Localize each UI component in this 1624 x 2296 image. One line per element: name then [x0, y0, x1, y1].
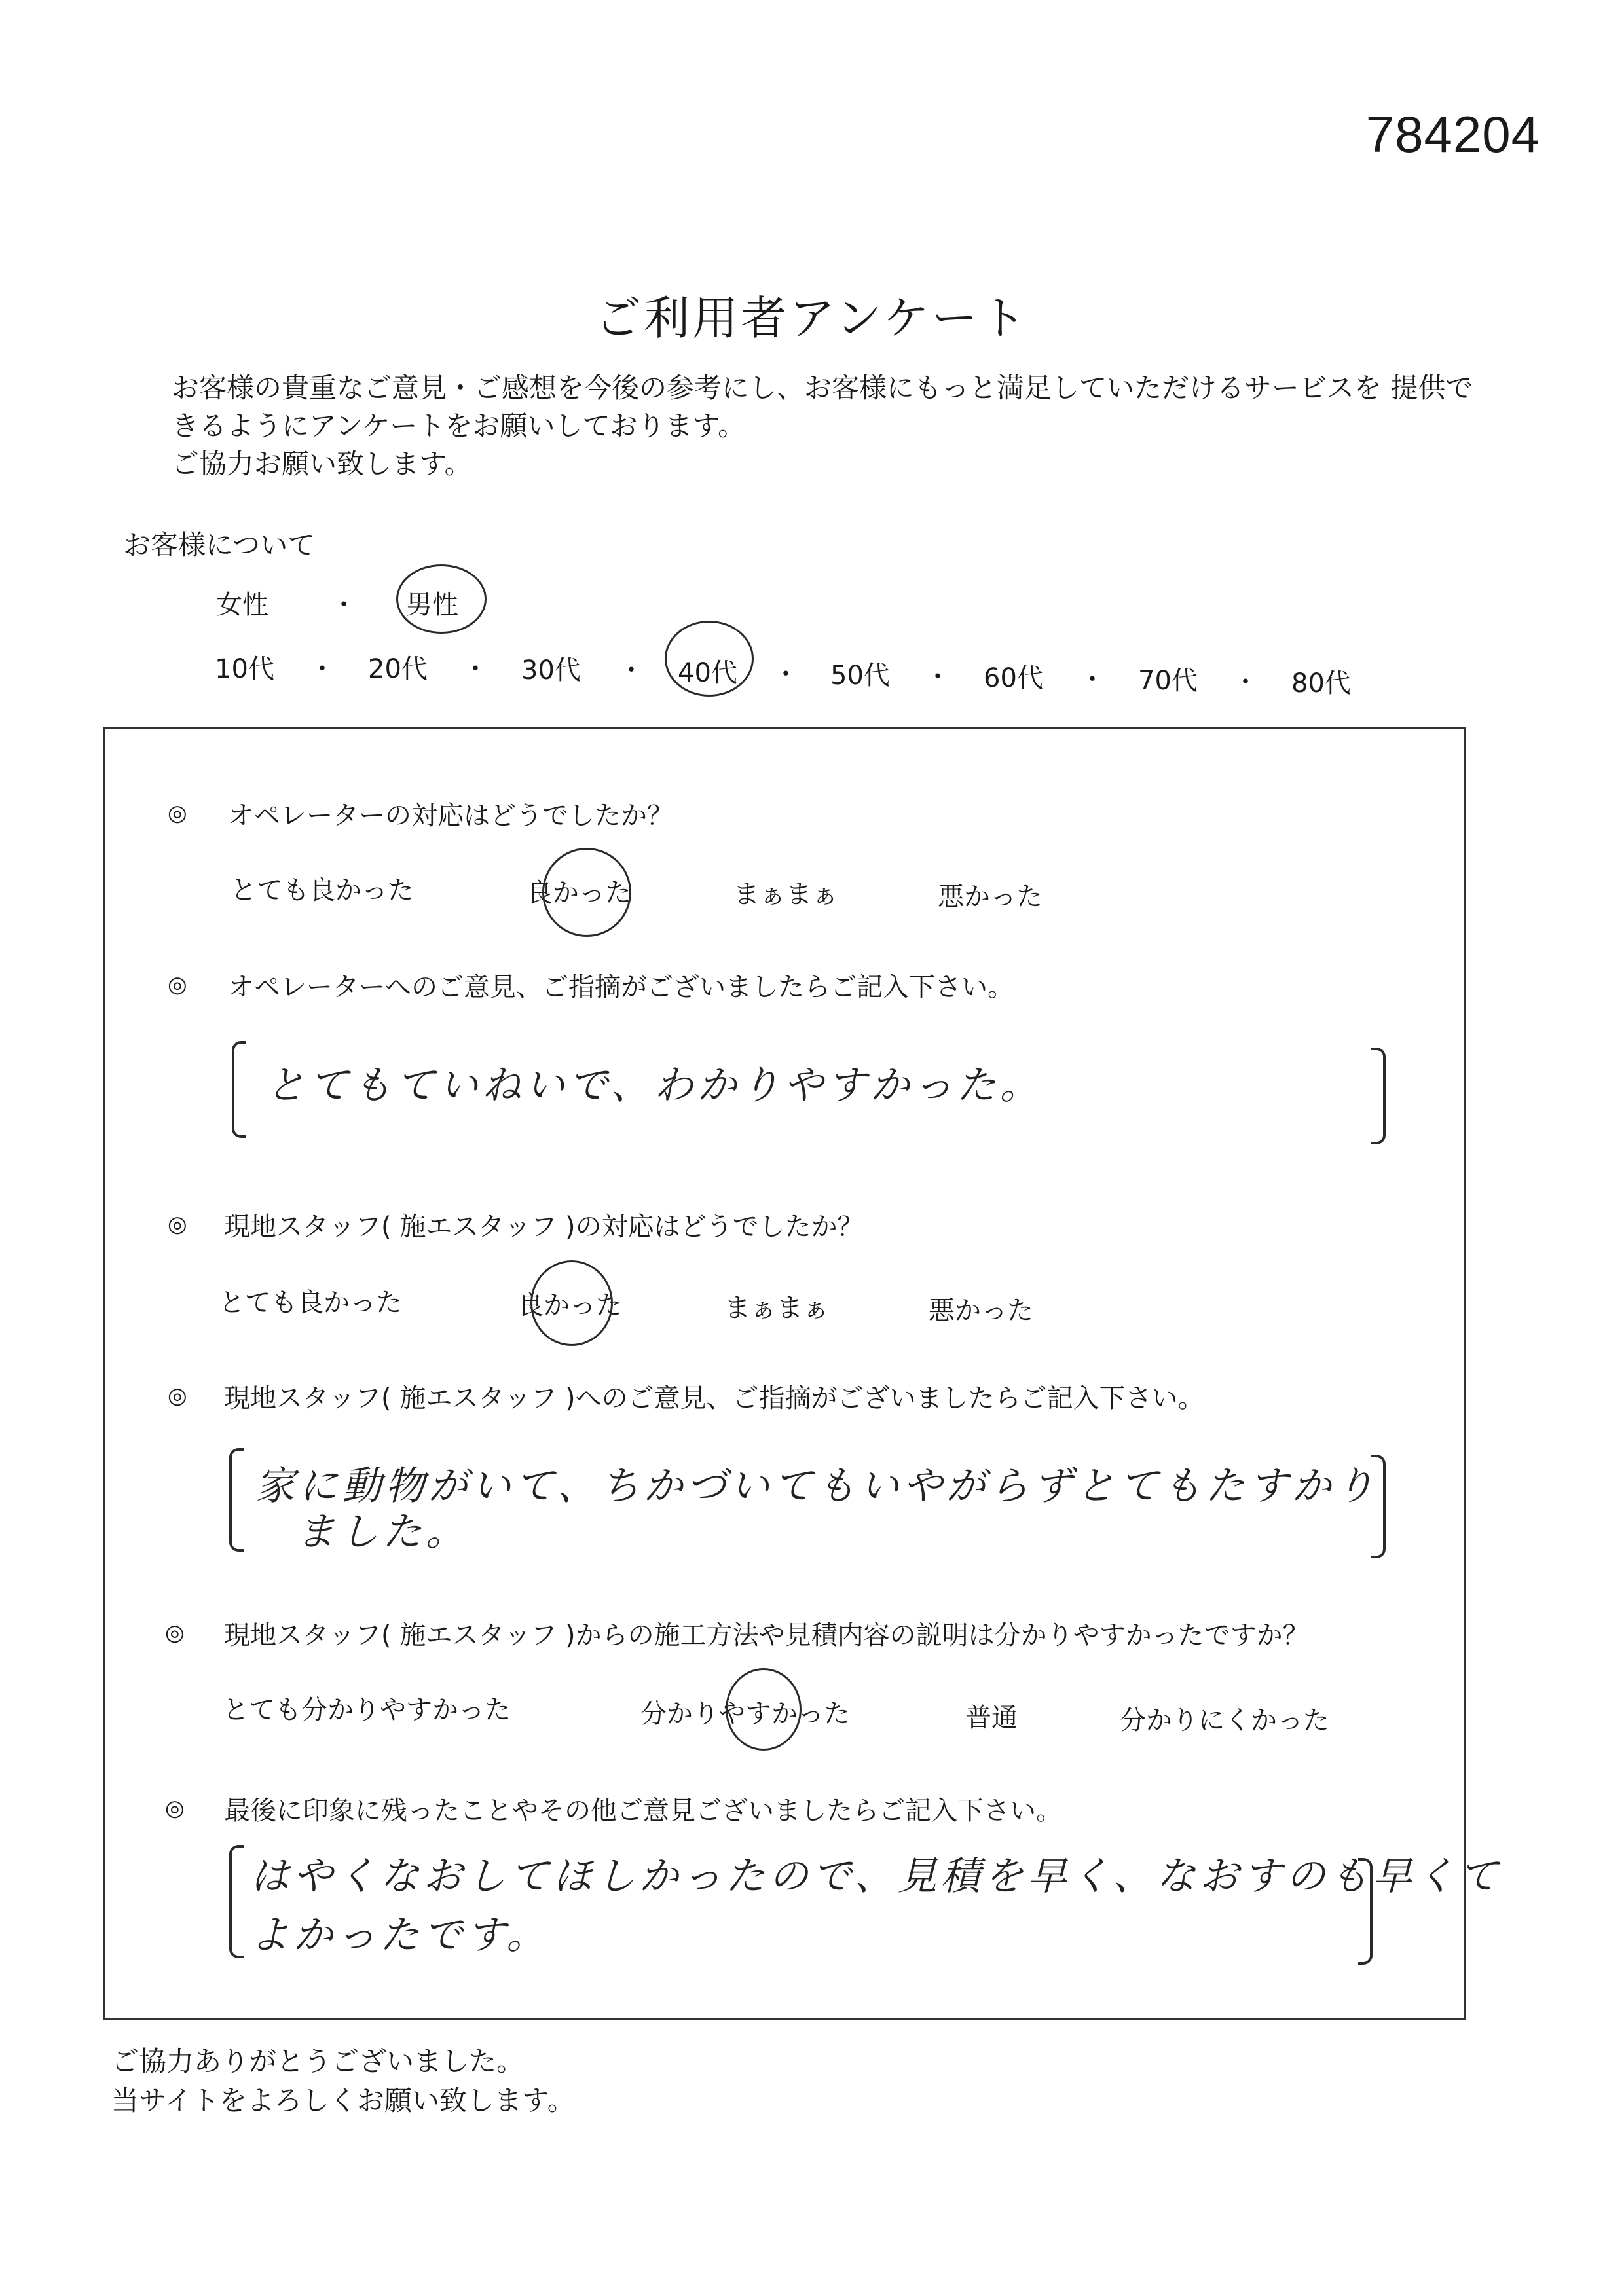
question-2: オペレーターへのご意見、ご指摘がございましたらご記入下さい。	[228, 972, 1014, 1002]
separator: ・	[331, 590, 357, 620]
separator: ・	[618, 655, 644, 685]
selection-circle	[396, 564, 487, 634]
answer-bracket-right	[1371, 1048, 1386, 1144]
gender-option-female[interactable]: 女性	[216, 590, 268, 620]
q1-option-good[interactable]: 良かった	[526, 878, 631, 908]
q1-option-so-so[interactable]: まぁまぁ	[733, 879, 838, 909]
selection-circle	[665, 621, 754, 697]
q5-option-unclear[interactable]: 分かりにくかった	[1120, 1705, 1329, 1736]
question-4: 現地スタッフ( 施エスタッフ )へのご意見、ご指摘がございましたらご記入下さい。	[224, 1383, 1204, 1413]
page-title: ご利用者アンケート	[595, 291, 1029, 345]
q3-option-very-good[interactable]: とても良かった	[219, 1288, 402, 1318]
separator: ・	[773, 659, 799, 689]
age-option-60s[interactable]: 60代	[984, 663, 1043, 693]
separator: ・	[309, 654, 335, 684]
answer-bracket-left	[229, 1845, 244, 1958]
intro-line-3: ご協力お願い致します。	[172, 448, 472, 480]
separator: ・	[1232, 667, 1259, 697]
age-option-40s[interactable]: 40代	[678, 658, 737, 688]
answer-4-line-2[interactable]: ました。	[296, 1509, 469, 1555]
age-option-30s[interactable]: 30代	[521, 655, 581, 685]
answer-2-line-1[interactable]: とてもていねいで、わかりやすかった。	[266, 1063, 1043, 1108]
about-heading: お客様について	[123, 529, 316, 561]
footer-thanks: ご協力ありがとうございました。	[111, 2045, 525, 2077]
age-option-70s[interactable]: 70代	[1138, 666, 1198, 696]
selection-circle	[726, 1668, 802, 1751]
document-number: 784204	[1365, 105, 1540, 163]
gender-option-male[interactable]: 男性	[406, 590, 458, 620]
separator: ・	[925, 662, 951, 692]
bullet-icon: ◎	[168, 800, 187, 826]
footer-request: 当サイトをよろしくお願い致します。	[111, 2085, 575, 2117]
answer-6-line-2[interactable]: よかったです。	[250, 1912, 550, 1958]
q5-option-very-clear[interactable]: とても分かりやすかった	[223, 1695, 511, 1725]
intro-line-1: お客様の貴重なご意見・ご感想を今後の参考にし、お客様にもっと満足していただけるサービスを 提供で	[172, 372, 1473, 404]
bullet-icon: ◎	[165, 1620, 185, 1646]
age-option-20s[interactable]: 20代	[368, 654, 428, 684]
age-option-80s[interactable]: 80代	[1291, 668, 1351, 699]
question-3: 現地スタッフ( 施エスタッフ )の対応はどうでしたか？	[224, 1212, 864, 1242]
question-1: オペレーターの対応はどうでしたか？	[228, 801, 673, 831]
answer-4-line-1[interactable]: 家に動物がいて、ちかづいてもいやがらずとてもたすかり	[255, 1463, 1378, 1509]
question-5: 現地スタッフ( 施エスタッフ )からの施工方法や見積内容の説明は分かりやすかったですか？	[224, 1620, 1309, 1650]
bullet-icon: ◎	[168, 1383, 187, 1409]
q1-option-very-good[interactable]: とても良かった	[231, 875, 414, 905]
separator: ・	[462, 654, 489, 684]
question-6: 最後に印象に残ったことやその他ご意見ございましたらご記入下さい。	[224, 1796, 1062, 1826]
q3-option-so-so[interactable]: まぁまぁ	[724, 1293, 829, 1323]
answer-bracket-left	[229, 1448, 244, 1552]
q3-option-bad[interactable]: 悪かった	[929, 1296, 1033, 1326]
answer-bracket-left	[232, 1041, 246, 1138]
bullet-icon: ◎	[168, 972, 187, 998]
q3-option-good[interactable]: 良かった	[517, 1290, 622, 1321]
q1-option-bad[interactable]: 悪かった	[938, 882, 1043, 912]
selection-circle	[530, 1260, 613, 1346]
answer-6-line-1[interactable]: はやくなおしてほしかったので、見積を早く、なおすのも早くて	[250, 1853, 1502, 1899]
age-option-10s[interactable]: 10代	[215, 654, 274, 684]
age-option-50s[interactable]: 50代	[830, 661, 890, 691]
selection-circle	[542, 848, 631, 937]
q5-option-clear[interactable]: 分かりやすかった	[640, 1699, 850, 1729]
separator: ・	[1079, 665, 1105, 695]
bullet-icon: ◎	[168, 1211, 187, 1237]
intro-line-2: きるようにアンケートをお願いしております。	[172, 410, 746, 442]
q5-option-normal[interactable]: 普通	[965, 1703, 1018, 1733]
bullet-icon: ◎	[165, 1795, 185, 1821]
